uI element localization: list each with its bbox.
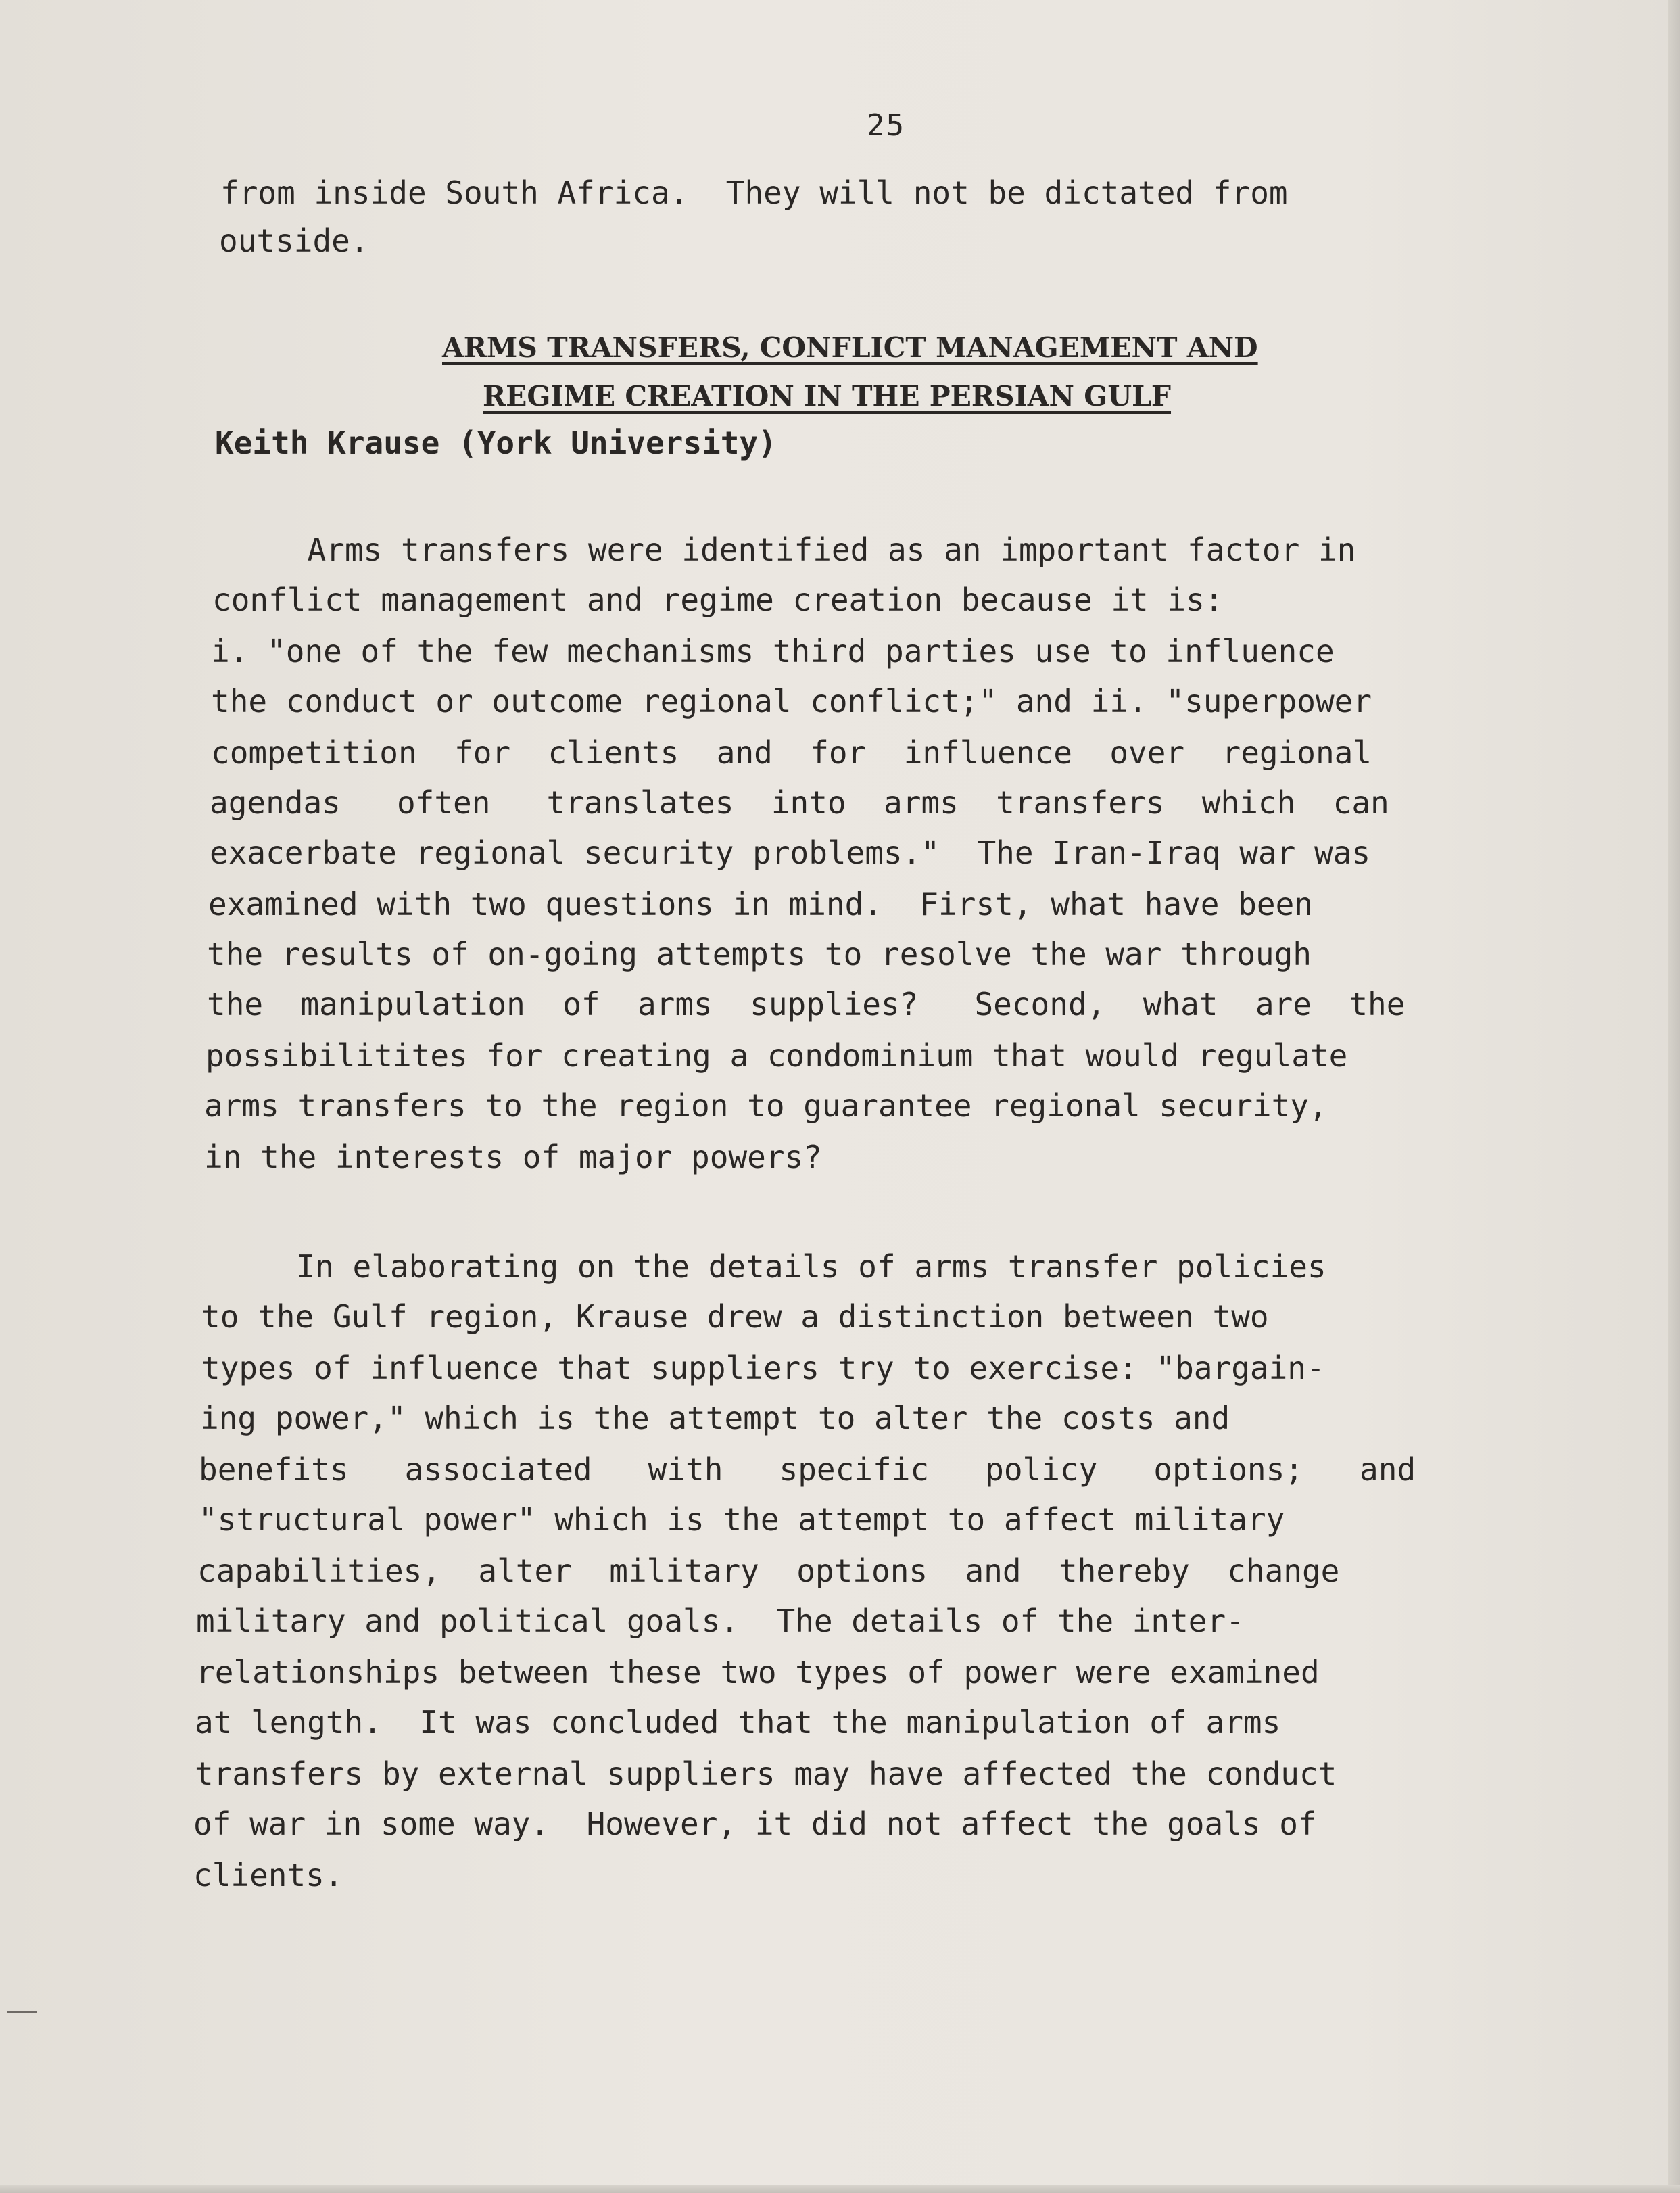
paragraph-2-line: clients. bbox=[193, 1857, 343, 1893]
paragraph-1-line: Arms transfers were identified as an important factor in bbox=[214, 532, 1356, 568]
paragraph-2-line: of war in some way. However, it did not affect the goals of bbox=[193, 1806, 1317, 1842]
paragraph-2-line: to the Gulf region, Krause drew a distinction between two bbox=[201, 1298, 1269, 1335]
paragraph-2-line: military and political goals. The details of the inter- bbox=[196, 1603, 1245, 1639]
section-heading-line-2: REGIME CREATION IN THE PERSIAN GULF bbox=[483, 380, 1172, 412]
paragraph-1-line: in the interests of major powers? bbox=[204, 1139, 822, 1175]
paragraph-2-line: transfers by external suppliers may have affected the conduct bbox=[195, 1755, 1337, 1792]
page-bottom-edge bbox=[0, 2185, 1680, 2193]
paragraph-2-line: types of influence that suppliers try to exercise: "bargain- bbox=[201, 1350, 1325, 1386]
paragraph-2-line: "structural power" which is the attempt to affect military bbox=[199, 1501, 1285, 1538]
paragraph-2-line: at length. It was concluded that the manipulation of arms bbox=[195, 1704, 1281, 1741]
paragraph-1-line: competition for clients and for influence over regional bbox=[211, 734, 1372, 771]
paragraph-2-line: benefits associated with specific policy options; and bbox=[199, 1451, 1416, 1488]
page-edge bbox=[1668, 0, 1680, 2193]
paragraph-1-line: the conduct or outcome regional conflict;" and ii. "superpower bbox=[211, 683, 1372, 720]
paragraph-1-line: the results of on-going attempts to resolve the war through bbox=[207, 936, 1312, 972]
paragraph-1-line: i. "one of the few mechanisms third parties use to influence bbox=[211, 633, 1335, 669]
author-byline: Keith Krause (York University) bbox=[215, 425, 777, 461]
paragraph-2-line: capabilities, alter military options and thereby change bbox=[197, 1553, 1340, 1589]
paragraph-1-line: conflict management and regime creation because it is: bbox=[212, 582, 1224, 618]
paragraph-1-line: the manipulation of arms supplies? Second, what are the bbox=[207, 986, 1406, 1022]
margin-mark bbox=[7, 2011, 37, 2013]
paragraph-2-line: In elaborating on the details of arms transfer policies bbox=[203, 1248, 1326, 1285]
paragraph-1-line: examined with two questions in mind. First, what have been bbox=[208, 886, 1313, 922]
paragraph-2-line: relationships between these two types of power were examined bbox=[196, 1654, 1320, 1691]
intro-line: outside. bbox=[219, 222, 369, 259]
paragraph-1-line: possibilitites for creating a condominium that would regulate bbox=[206, 1037, 1348, 1074]
paragraph-1-line: agendas often translates into arms transfers which can bbox=[210, 784, 1389, 821]
paragraph-1-line: arms transfers to the region to guarantee regional security, bbox=[204, 1087, 1328, 1124]
page-number: 25 bbox=[867, 108, 905, 143]
paragraph-2-line: ing power," which is the attempt to alter the costs and bbox=[200, 1400, 1230, 1436]
paragraph-1-line: exacerbate regional security problems." The Iran-Iraq war was bbox=[210, 834, 1371, 871]
intro-line: from inside South Africa. They will not be dictated from bbox=[220, 174, 1288, 211]
section-heading-line-1: ARMS TRANSFERS, CONFLICT MANAGEMENT AND bbox=[442, 331, 1258, 364]
